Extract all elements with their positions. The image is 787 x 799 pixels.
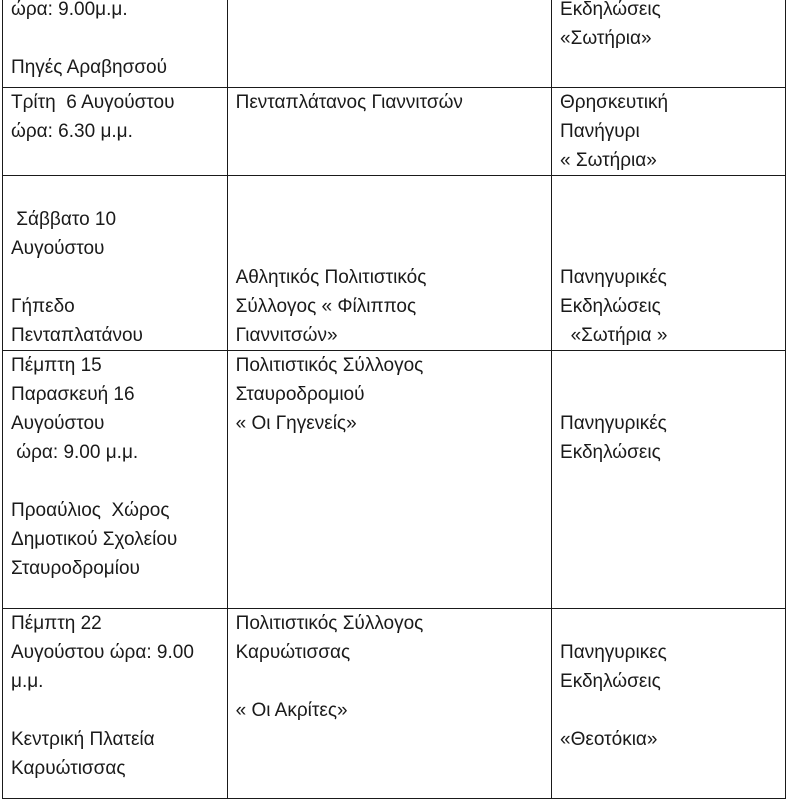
cell-text-line: ώρα: 9.00μ.μ.	[11, 0, 128, 20]
cell-text-line: Γήπεδο	[11, 296, 75, 317]
table-row	[3, 609, 786, 799]
blank-line	[236, 205, 543, 234]
cell-text-line: Παρασκευή 16	[11, 384, 135, 405]
event-cell	[552, 176, 786, 351]
organizer-cell	[227, 351, 551, 609]
blank-line	[560, 696, 777, 725]
cell-text-line: «Σωτήρια »	[560, 325, 668, 346]
blank-line	[560, 609, 777, 638]
cell-text-line: Γιαννιτσών»	[235, 325, 338, 346]
cell-text-line: Καρυώτισσας	[11, 758, 126, 779]
table-row	[3, 0, 786, 88]
cell-text-line: Σταυροδρομιού	[235, 384, 365, 405]
cell-text-line: Εκδηλώσεις	[560, 0, 661, 20]
table-row	[3, 88, 786, 176]
date-venue-cell	[3, 609, 228, 799]
events-table	[2, 0, 786, 799]
organizer-cell	[227, 176, 551, 351]
cell-text-line: Αθλητικός Πολιτιστικός	[235, 267, 427, 288]
organizer-cell	[227, 0, 551, 88]
cell-text-line: Εκδηλώσεις	[560, 296, 661, 317]
event-cell	[552, 609, 786, 799]
cell-text-line: Δημοτικού Σχολείου	[11, 529, 178, 550]
cell-text-line: Πέμπτη 22	[11, 613, 102, 634]
cell-text-line: Θρησκευτική	[560, 92, 669, 113]
blank-line	[560, 380, 777, 409]
cell-text-line: Πανηγυρικές	[560, 267, 667, 288]
cell-text-line: ώρα: 9.00 μ.μ.	[11, 442, 139, 463]
cell-text-line: Αυγούστου	[11, 413, 105, 434]
blank-line	[560, 205, 777, 234]
cell-text-line: Προαύλιος Χώρος	[11, 500, 170, 521]
cell-text-line: « Σωτήρια»	[560, 150, 657, 171]
cell-text-line: Εκδηλώσεις	[560, 442, 661, 463]
cell-text-line: Σάββατο 10	[11, 209, 117, 230]
cell-text-line: Εκδηλώσεις	[560, 671, 661, 692]
cell-text-line: « Οι Ακρίτες»	[235, 700, 348, 721]
events-table-body	[3, 0, 786, 799]
event-cell	[552, 88, 786, 176]
cell-text-line: Πηγές Αραβησσού	[11, 57, 168, 78]
blank-line	[11, 263, 219, 292]
cell-text-line: Τρίτη 6 Αυγούστου	[11, 92, 175, 113]
table-row	[3, 176, 786, 351]
cell-text-line: Πανηγυρικές	[560, 413, 667, 434]
cell-text-line: μ.μ.	[11, 671, 44, 692]
organizer-cell	[227, 609, 551, 799]
cell-text-line: «Σωτήρια»	[560, 28, 652, 49]
cell-text-line: Πενταπλάτανος Γιαννιτσών	[235, 92, 463, 113]
blank-line	[236, 234, 543, 263]
blank-line	[236, 667, 543, 696]
cell-text-line: Πανήγυρι	[560, 121, 640, 142]
table-row	[3, 351, 786, 609]
blank-line	[560, 351, 777, 380]
event-cell	[552, 351, 786, 609]
cell-text-line: «Θεοτόκια»	[560, 729, 658, 750]
blank-line	[560, 234, 777, 263]
date-venue-cell	[3, 176, 228, 351]
blank-line	[11, 24, 219, 53]
cell-text-line: ώρα: 6.30 μ.μ.	[11, 121, 133, 142]
cell-text-line: Πενταπλατάνου	[11, 325, 143, 346]
date-venue-cell	[3, 351, 228, 609]
date-venue-cell	[3, 88, 228, 176]
cell-text-line: Κεντρική Πλατεία	[11, 729, 155, 750]
cell-text-line: Πολιτιστικός Σύλλογος	[235, 613, 424, 634]
cell-text-line: Πολιτιστικός Σύλλογος	[235, 355, 424, 376]
cell-text-line: Αυγούστου	[11, 238, 105, 259]
blank-line	[11, 467, 219, 496]
blank-line	[11, 696, 219, 725]
cell-text-line: Πανηγυρικες	[560, 642, 667, 663]
cell-text-line: Αυγούστου ώρα: 9.00	[11, 642, 194, 663]
cell-text-line: Πέμπτη 15	[11, 355, 102, 376]
cell-text-line: Σύλλογος « Φίλιππος	[235, 296, 417, 317]
cell-text-line: « Οι Γηγενείς»	[235, 413, 357, 434]
event-cell	[552, 0, 786, 88]
date-venue-cell	[3, 0, 228, 88]
cell-text-line: Καρυώτισσας	[235, 642, 351, 663]
organizer-cell	[227, 88, 551, 176]
cell-text-line: Σταυροδρομίου	[11, 558, 140, 579]
